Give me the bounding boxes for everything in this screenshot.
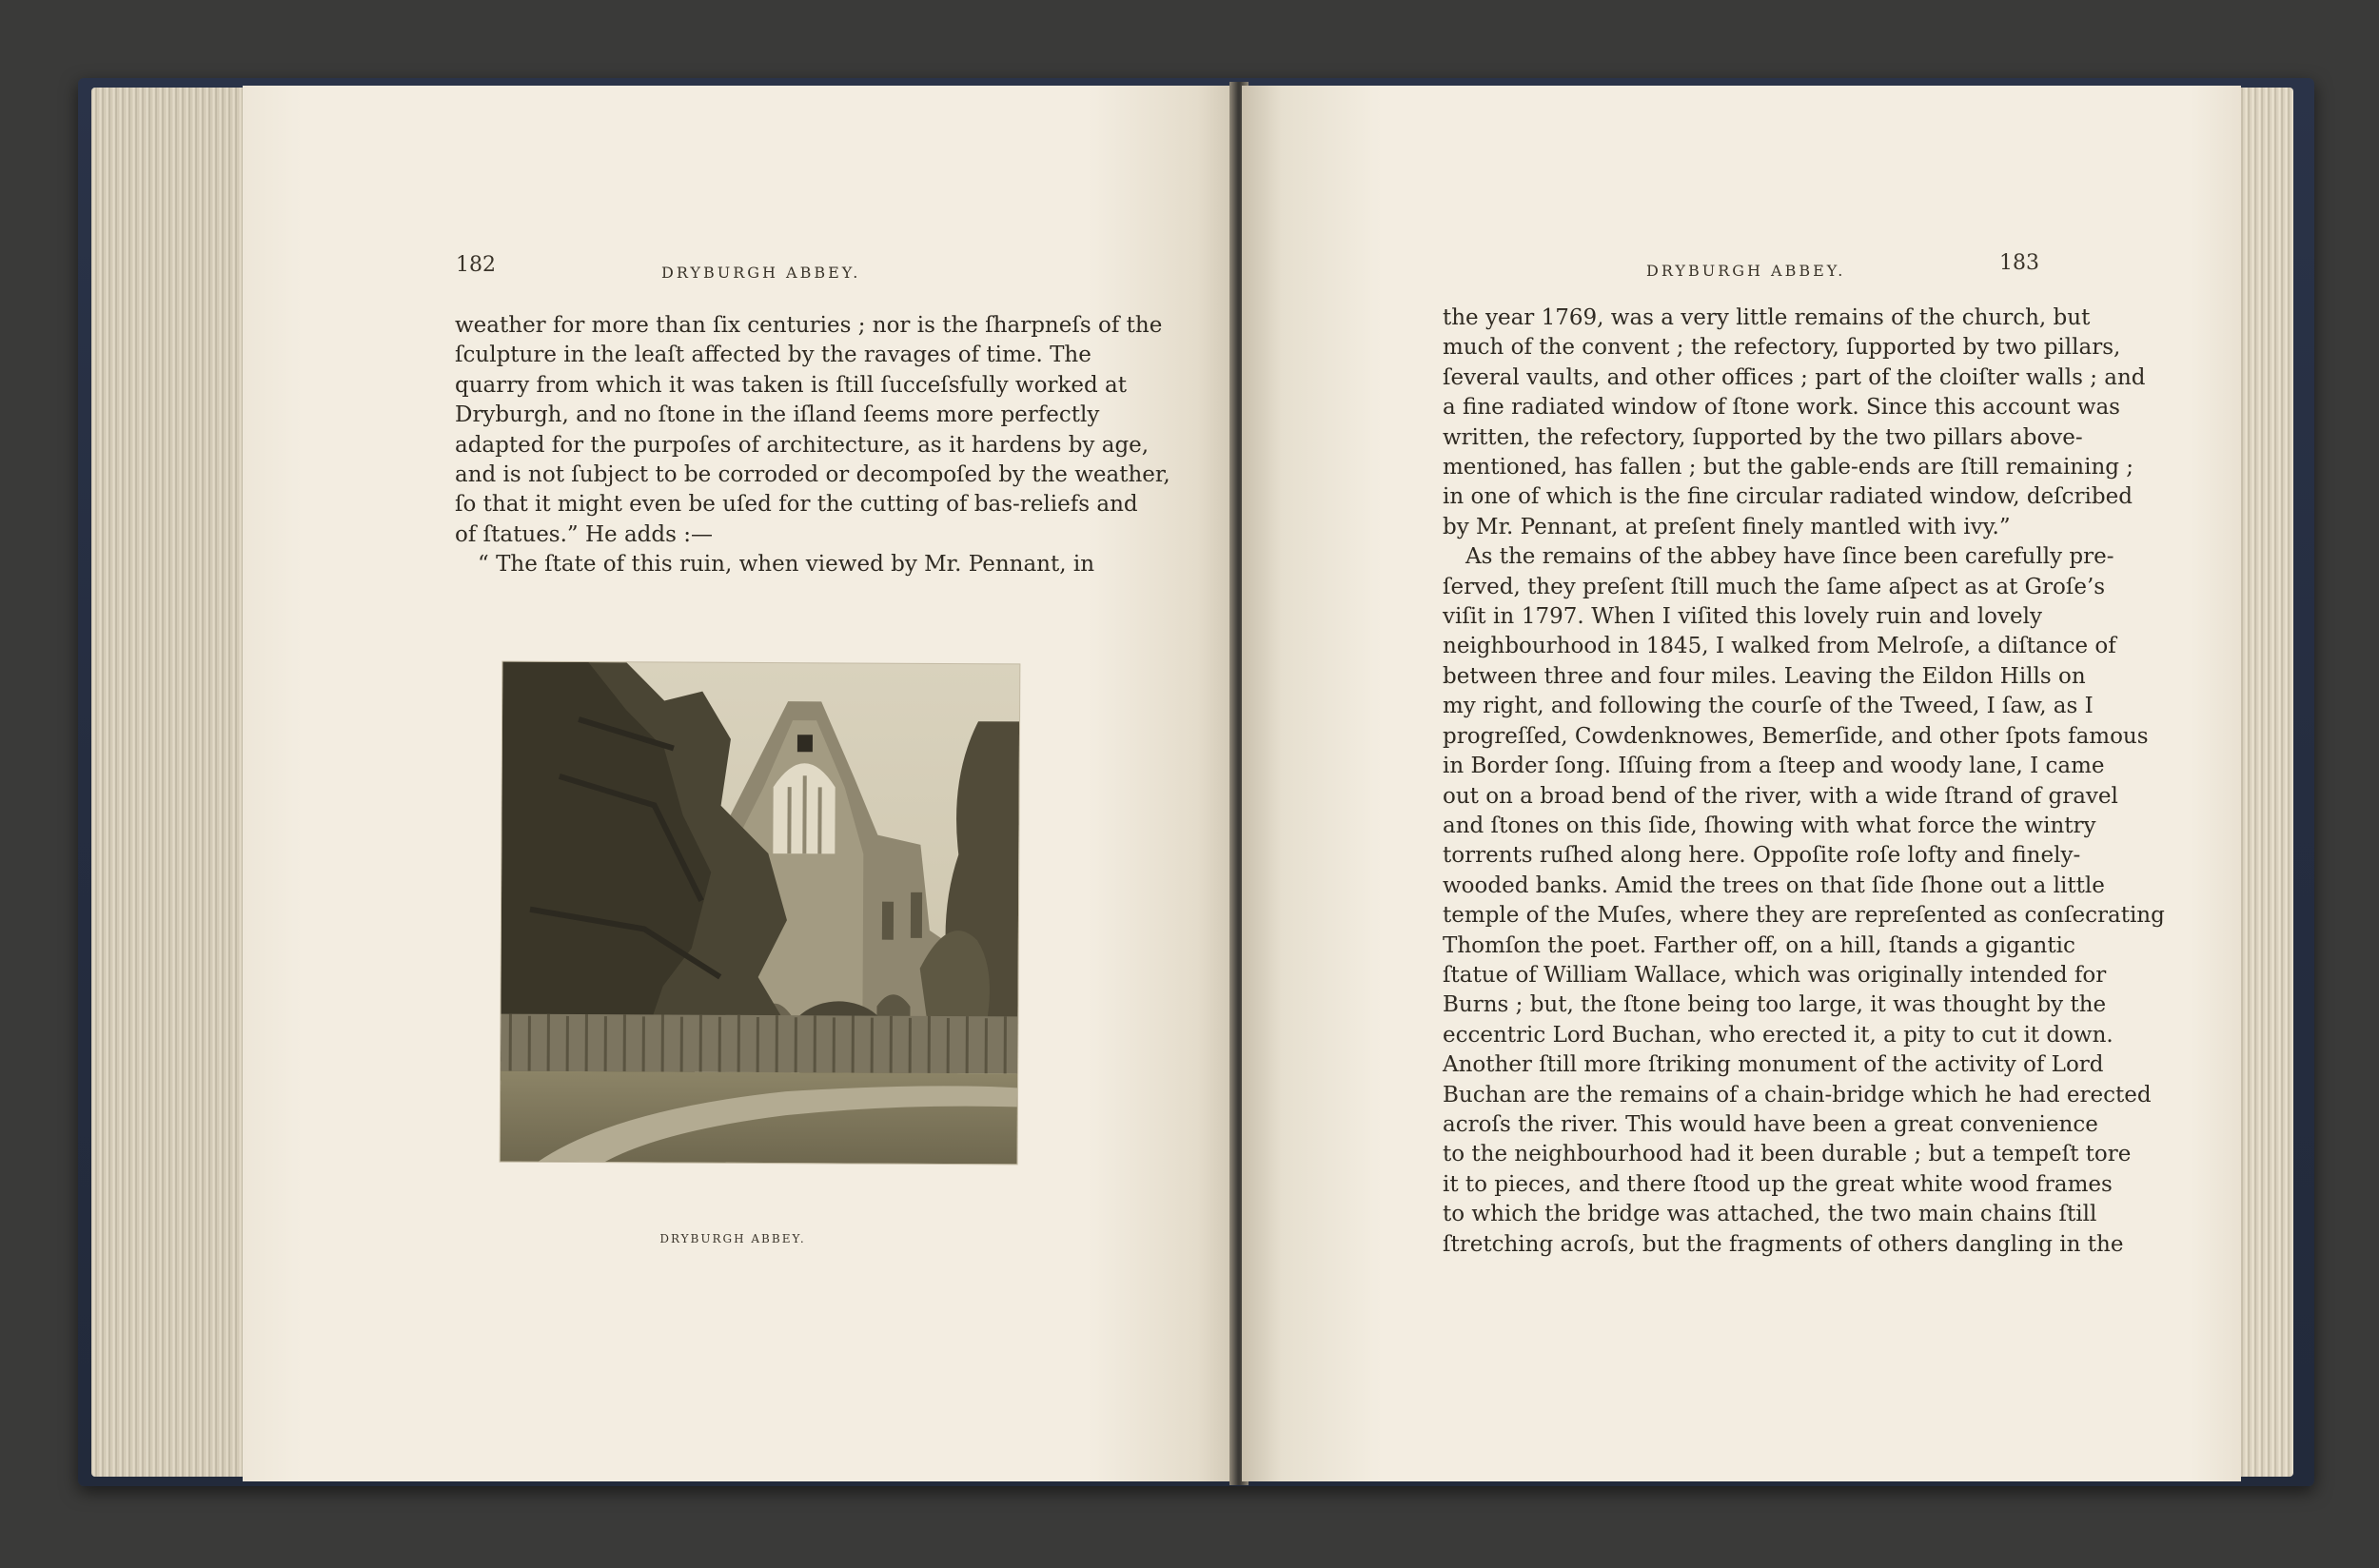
text-line: to the neighbourhood had it been durable ; but a tempeſt tore bbox=[1443, 1142, 2132, 1167]
text-line: eccentric Lord Buchan, who erected it, a pity to cut it down. bbox=[1443, 1022, 2114, 1048]
right-page bbox=[1242, 86, 2241, 1481]
text-line: much of the convent ; the refectory, ſupported by two pillars, bbox=[1443, 335, 2121, 361]
text-line: Burns ; but, the ſtone being too large, it was thought by the bbox=[1443, 992, 2107, 1018]
page-number-left: 182 bbox=[456, 253, 496, 277]
text-line: viſit in 1797. When I viſited this lovely ruin and lovely bbox=[1443, 604, 2042, 630]
text-line: out on a broad bend of the river, with a wide ſtrand of gravel bbox=[1443, 783, 2118, 809]
page-stack-left bbox=[91, 88, 253, 1477]
text-line: temple of the Muſes, where they are repreſented as conſecrating bbox=[1443, 903, 2165, 929]
text-line: my right, and following the courſe of the Tweed, I ſaw, as I bbox=[1443, 694, 2094, 719]
text-line: “ The ſtate of this ruin, when viewed by Mr. Pennant, in bbox=[478, 552, 1095, 578]
text-line: and is not ſubject to be corroded or decompoſed by the weather, bbox=[455, 462, 1170, 488]
left-text-block bbox=[455, 311, 1170, 580]
text-line: mentioned, has fallen ; but the gable-ends are ſtill remaining ; bbox=[1443, 455, 2134, 480]
text-line: a fine radiated window of ſtone work. Since this account was bbox=[1443, 395, 2120, 421]
text-line: ſeveral vaults, and other offices ; part of the cloiſter walls ; and bbox=[1443, 364, 2146, 390]
text-line: torrents ruſhed along here. Oppoſite roſe lofty and finely- bbox=[1443, 843, 2081, 869]
text-line: weather for more than ſix centuries ; nor is the ſharpneſs of the bbox=[455, 313, 1163, 338]
text-line: by Mr. Pennant, at preſent finely mantled with ivy.” bbox=[1443, 514, 2011, 539]
text-line: in Border ſong. Iſſuing from a ſteep and woody lane, I came bbox=[1443, 754, 2105, 779]
text-line: ſerved, they preſent ſtill much the ſame aſpect as at Groſe’s bbox=[1443, 574, 2106, 599]
running-head-right: DRYBURGH ABBEY. bbox=[1646, 262, 1846, 280]
text-line: Dryburgh, and no ſtone in the iſland ſeems more perfectly bbox=[455, 402, 1100, 428]
text-line: between three and four miles. Leaving the Eildon Hills on bbox=[1443, 663, 2086, 689]
text-line: and ſtones on this ſide, ſhowing with what force the wintry bbox=[1443, 813, 2096, 838]
abbey-photograph bbox=[501, 662, 1020, 1165]
text-line: in one of which is the fine circular radiated window, deſcribed bbox=[1443, 484, 2133, 510]
text-line: progreſſed, Cowdenknowes, Bemerſide, and other ſpots famous bbox=[1443, 723, 2149, 749]
running-head-left: DRYBURGH ABBEY. bbox=[661, 264, 861, 282]
text-line: ſculpture in the leaſt affected by the ravages of time. The bbox=[455, 343, 1091, 368]
text-line: adapted for the purpoſes of architecture, as it hardens by age, bbox=[455, 432, 1150, 458]
page-number-right: 183 bbox=[1999, 251, 2039, 275]
text-line: Another ſtill more ſtriking monument of the activity of Lord bbox=[1443, 1052, 2104, 1078]
text-line: As the remains of the abbey have ſince been carefully pre- bbox=[1465, 544, 2114, 570]
text-line: ſo that it might even be uſed for the cutting of bas-reliefs and bbox=[455, 492, 1138, 518]
text-line: wooded banks. Amid the trees on that ſide ſhone out a little bbox=[1443, 872, 2105, 898]
text-line: ſtatue of William Wallace, which was originally intended for bbox=[1443, 962, 2107, 988]
abbey-photo-image bbox=[501, 662, 1020, 1165]
text-line: written, the refectory, ſupported by the two pillars above- bbox=[1443, 424, 2083, 450]
photo-caption: DRYBURGH ABBEY. bbox=[659, 1232, 806, 1245]
text-line: quarry from which it was taken is ſtill ſucceſsfully worked at bbox=[455, 372, 1127, 398]
text-line: acroſs the river. This would have been a great convenience bbox=[1443, 1111, 2098, 1137]
text-line: neighbourhood in 1845, I walked from Melroſe, a diſtance of bbox=[1443, 634, 2116, 659]
text-line: it to pieces, and there ſtood up the great white wood frames bbox=[1443, 1171, 2113, 1197]
text-line: Buchan are the remains of a chain-bridge which he had erected bbox=[1443, 1082, 2152, 1107]
text-line: Thomſon the poet. Farther off, on a hill, ſtands a gigantic bbox=[1443, 932, 2075, 958]
left-page bbox=[243, 86, 1237, 1481]
text-line: the year 1769, was a very little remains of the church, but bbox=[1443, 305, 2091, 330]
text-line: of ſtatues.” He adds :— bbox=[455, 521, 713, 547]
text-line: to which the bridge was attached, the two main chains ſtill bbox=[1443, 1202, 2097, 1227]
text-line: ſtretching acroſs, but the fragments of others dangling in the bbox=[1443, 1231, 2124, 1257]
right-text-block bbox=[1443, 304, 2165, 1260]
